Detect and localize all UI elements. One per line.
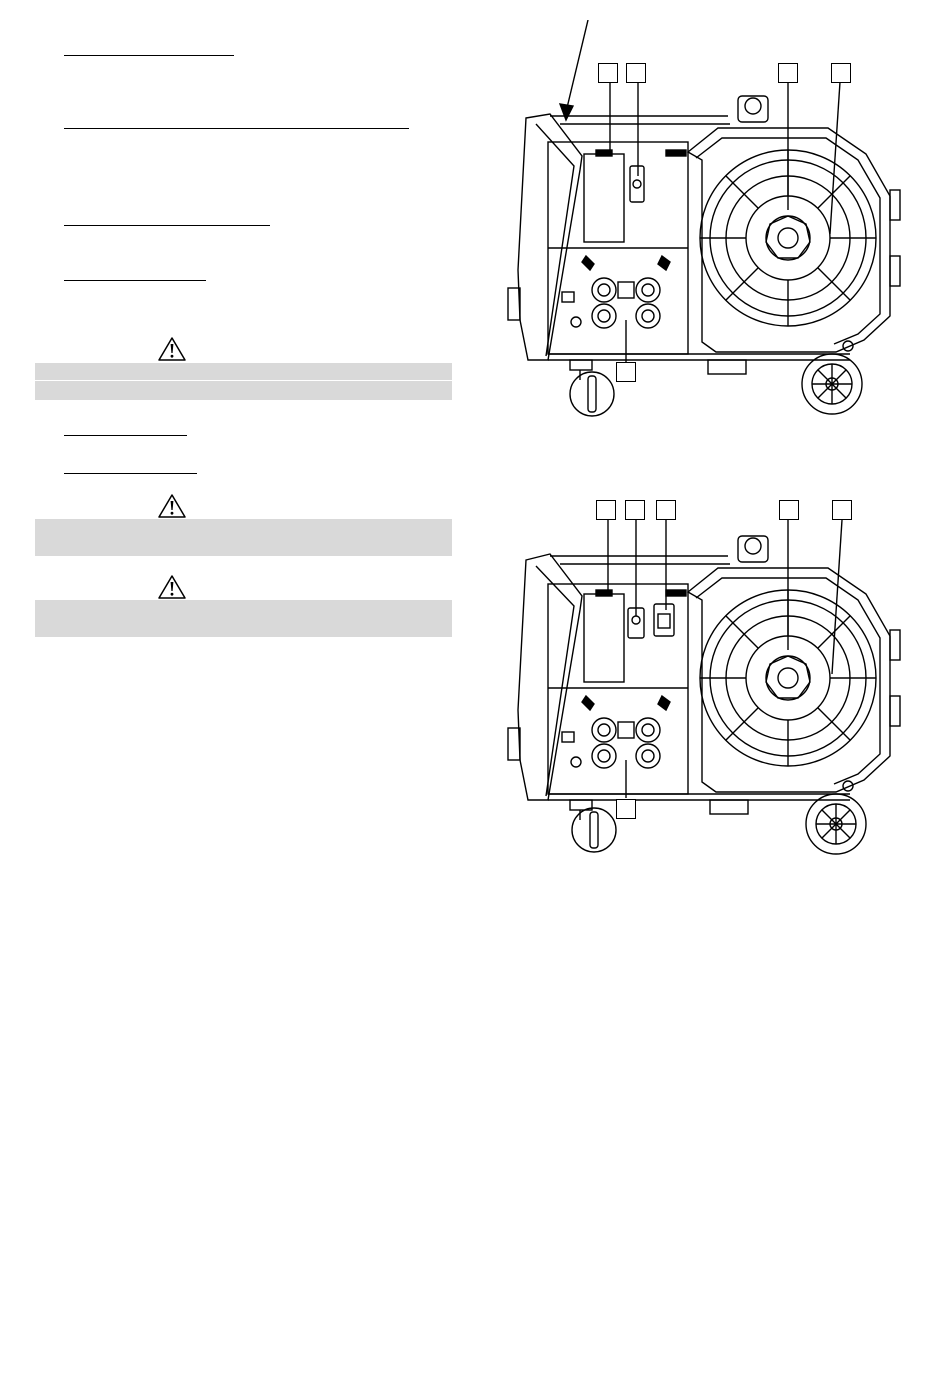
figure-2-callout-3 <box>656 500 676 520</box>
arrowhead-icon <box>560 104 573 120</box>
figure-2-callout-1 <box>596 500 616 520</box>
figure-2-callout-5 <box>832 500 852 520</box>
warning-box-1-divider <box>35 380 452 381</box>
warning-triangle-icon <box>157 574 187 600</box>
section-heading-underline-4 <box>64 280 206 281</box>
figure-2-callout-2 <box>625 500 645 520</box>
warning-box-1 <box>35 363 452 400</box>
wire-feeder-figure-1 <box>490 20 920 440</box>
section-heading-underline-2 <box>64 128 409 129</box>
wire-feeder-figure-2 <box>490 490 920 860</box>
warning-triangle-icon <box>157 336 187 362</box>
warning-box-3 <box>35 600 452 637</box>
figure-1-callout-3 <box>778 63 798 83</box>
figure-1-callout-1 <box>598 63 618 83</box>
figure-1-callout-5 <box>616 362 636 382</box>
figure-1-callout-2 <box>626 63 646 83</box>
warning-box-2 <box>35 519 452 556</box>
figure-2-callout-6 <box>616 799 636 819</box>
figure-2-callout-4 <box>779 500 799 520</box>
warning-triangle-icon <box>157 493 187 519</box>
pointer-arrow <box>566 20 588 112</box>
figure-1-callout-4 <box>831 63 851 83</box>
section-heading-underline-3 <box>64 225 270 226</box>
section-heading-underline-1 <box>64 55 234 56</box>
section-heading-underline-5 <box>64 435 187 436</box>
section-heading-underline-6 <box>64 473 197 474</box>
